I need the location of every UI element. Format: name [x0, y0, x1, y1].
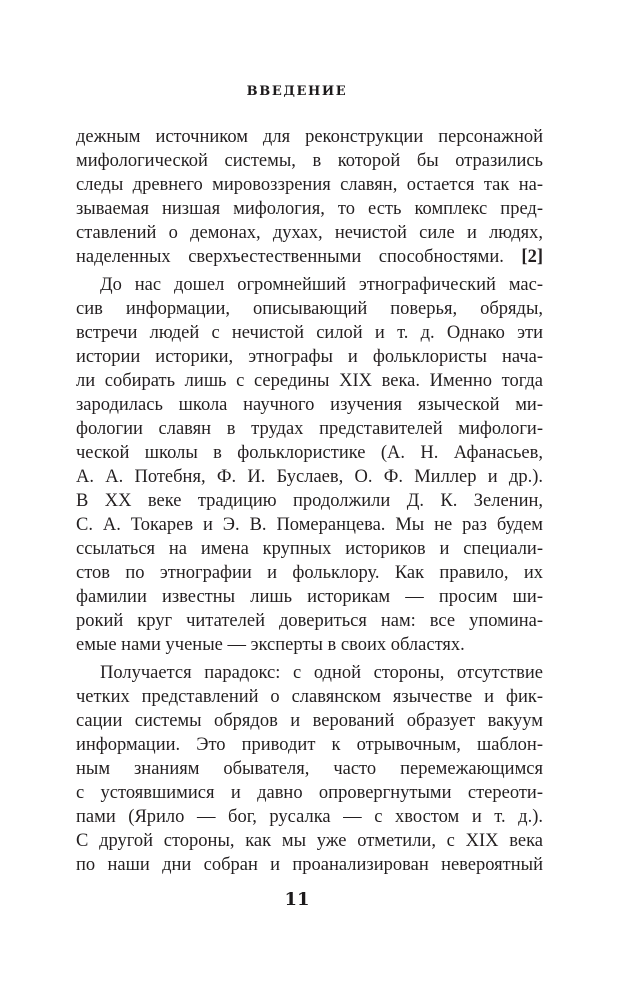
- text-line: ли собирать лишь с середины XIX века. Именно тогда: [76, 371, 543, 391]
- paragraph: [76, 661, 543, 877]
- text-line: с устоявшимися и давно опровергнутыми стереоти-: [76, 783, 543, 803]
- text-line: С другой стороны, как мы уже отметили, с XIX века: [76, 831, 543, 851]
- page-number: 11: [284, 889, 310, 910]
- text-line: фологии славян в трудах представителей мифологи-: [76, 419, 543, 439]
- text-line: дежным источником для реконструкции персонажной: [76, 127, 543, 147]
- footnote-reference: [2]: [521, 247, 543, 267]
- text-line: зываемая низшая мифология, то есть комплекс пред-: [76, 199, 543, 219]
- text-line: пами (Ярило — бог, русалка — с хвостом и т. д.).: [76, 807, 543, 827]
- body-text: [76, 125, 543, 877]
- running-title: ВВЕДЕНИЕ: [246, 84, 348, 99]
- text-line: стов по этнографии и фольклору. Как правило, их: [76, 563, 543, 583]
- text-line: С. А. Токарев и Э. В. Померанцева. Мы не раз будем: [76, 515, 543, 535]
- text-line: ным знаниям обывателя, часто перемежающимся: [76, 759, 543, 779]
- text-line: по наши дни собран и проанализирован невероятный: [76, 855, 543, 875]
- text-line-content: наделенных сверхъестественными способностями.: [76, 247, 504, 267]
- text-line: сив информации, описывающий поверья, обряды,: [76, 299, 543, 319]
- text-line: ссылаться на имена крупных историков и специали-: [76, 539, 543, 559]
- text-line: фамилии известны лишь историкам — просим ши-: [76, 587, 543, 607]
- text-line: ставлений о демонах, духах, нечистой силе и людях,: [76, 223, 543, 243]
- text-line: До нас дошел огромнейший этнографический мас-: [100, 275, 543, 295]
- text-line: А. А. Потебня, Ф. И. Буслаев, О. Ф. Миллер и др.).: [76, 467, 543, 487]
- text-line: [76, 245, 543, 269]
- text-line: зародилась школа научного изучения языческой ми-: [76, 395, 543, 415]
- text-line: следы древнего мировоззрения славян, остается так на-: [76, 175, 543, 195]
- text-line: ческой школы в фольклористике (А. Н. Афанасьев,: [76, 443, 543, 463]
- paragraph: [76, 125, 543, 269]
- text-line: встречи людей с нечистой силой и т. д. Однако эти: [76, 323, 543, 343]
- text-line: емые нами ученые — эксперты в своих областях.: [76, 635, 465, 655]
- text-line: информации. Это приводит к отрывочным, шаблон-: [76, 735, 543, 755]
- text-line: четких представлений о славянском язычестве и фик-: [76, 687, 543, 707]
- text-line: В XX веке традицию продолжили Д. К. Зеленин,: [76, 491, 543, 511]
- paragraph: [76, 273, 543, 657]
- text-line: рокий круг читателей довериться нам: все упомина-: [76, 611, 543, 631]
- text-line: сации системы обрядов и верований образует вакуум: [76, 711, 543, 731]
- text-line: истории историки, этнографы и фольклористы нача-: [76, 347, 543, 367]
- text-line: Получается парадокс: с одной стороны, отсутствие: [100, 663, 543, 683]
- text-line: мифологической системы, в которой бы отразились: [76, 151, 543, 171]
